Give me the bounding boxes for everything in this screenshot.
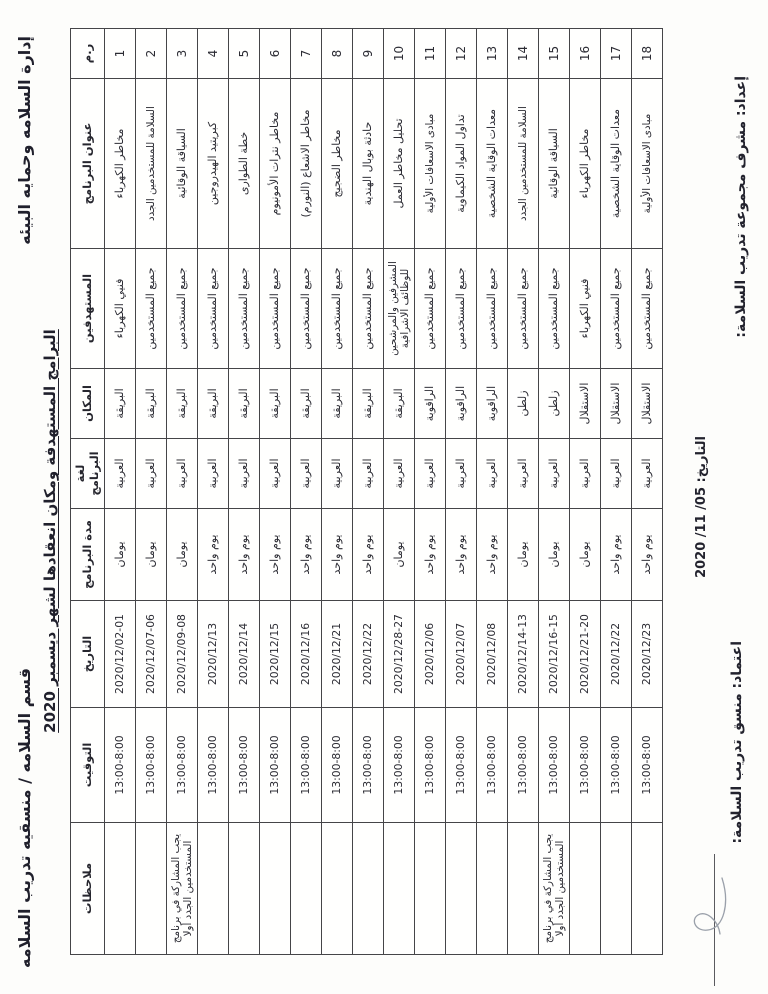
table-cell: 2020/12/16 (291, 601, 322, 708)
table-cell: 1 (105, 29, 136, 79)
table-cell: يوم واحد (415, 509, 446, 601)
table-cell (322, 823, 353, 955)
table-cell: 2020/12/21-20 (570, 601, 601, 708)
table-cell: 13:00-8:00 (384, 708, 415, 823)
table-cell: العربية (105, 439, 136, 509)
column-header: المكان (71, 369, 105, 439)
table-cell: 12 (446, 29, 477, 79)
table-cell: 13:00-8:00 (353, 708, 384, 823)
table-cell: 13:00-8:00 (167, 708, 198, 823)
table-cell: العربية (384, 439, 415, 509)
table-cell: 13:00-8:00 (508, 708, 539, 823)
table-cell: العربية (322, 439, 353, 509)
table-cell: معدات الوقاية الشخصية (601, 79, 632, 249)
table-cell: 13:00-8:00 (477, 708, 508, 823)
table-row (198, 29, 229, 955)
table-cell: جميع المستخدمين (415, 249, 446, 369)
table-header-row (71, 29, 105, 955)
table-cell: 2020/12/07-06 (136, 601, 167, 708)
table-cell: 2020/12/28-27 (384, 601, 415, 708)
table-cell (291, 823, 322, 955)
table-cell: العربية (167, 439, 198, 509)
table-cell: العربية (446, 439, 477, 509)
table-cell: 15 (539, 29, 570, 79)
table-cell: 13:00-8:00 (260, 708, 291, 823)
table-cell: الاستقلال (570, 369, 601, 439)
table-cell: 2020/12/09-08 (167, 601, 198, 708)
table-cell: 7 (291, 29, 322, 79)
table-cell: 8 (322, 29, 353, 79)
table-cell: يوم واحد (477, 509, 508, 601)
table-cell: مخاطر الكهرباء (105, 79, 136, 249)
table-cell: جميع المستخدمين (632, 249, 663, 369)
column-header: ملاحظات (71, 823, 105, 955)
table-row (136, 29, 167, 955)
table-cell: يومان (105, 509, 136, 601)
table-cell: الراقوبة (477, 369, 508, 439)
table-cell: جميع المستخدمين (322, 249, 353, 369)
table-cell: 13:00-8:00 (539, 708, 570, 823)
table-cell: العربية (539, 439, 570, 509)
table-cell: يوم واحد (322, 509, 353, 601)
table-cell: 18 (632, 29, 663, 79)
table-cell: 13:00-8:00 (105, 708, 136, 823)
table-cell: المشرفين والمرشحين للوظائف الاشرافية (384, 249, 415, 369)
table-cell: مخاطر الكهرباء (570, 79, 601, 249)
table-cell: العربية (632, 439, 663, 509)
table-row (446, 29, 477, 955)
table-cell: 13:00-8:00 (570, 708, 601, 823)
table-cell: البريقة (229, 369, 260, 439)
table-cell: العربية (136, 439, 167, 509)
table-cell: مخاطر نترات الأمونيوم (260, 79, 291, 249)
table-cell (229, 823, 260, 955)
table-cell: العربية (291, 439, 322, 509)
table-cell: معدات الوقاية الشخصية (477, 79, 508, 249)
table-cell: مخاطر الاشعاع (النورم) (291, 79, 322, 249)
table-cell: 17 (601, 29, 632, 79)
table-cell: 5 (229, 29, 260, 79)
table-cell: 6 (260, 29, 291, 79)
table-cell (632, 823, 663, 955)
table-cell: تحليل مخاطر العمل (384, 79, 415, 249)
table-cell: 2020/12/23 (632, 601, 663, 708)
table-cell: جميع المستخدمين (260, 249, 291, 369)
table-cell: 13:00-8:00 (632, 708, 663, 823)
table-cell: العربية (353, 439, 384, 509)
department-title: إدارة السلامه وحمايه البيئه (15, 36, 34, 245)
table-cell: 2020/12/16-15 (539, 601, 570, 708)
table-cell: البريقة (198, 369, 229, 439)
footer-prepared-by: إعداد: مشرف مجموعة تدريب السلامة: (733, 76, 749, 338)
table-cell: يوم واحد (291, 509, 322, 601)
table-cell (105, 823, 136, 955)
table-cell: جميع المستخدمين (167, 249, 198, 369)
table-cell: السياقة الوقائية (539, 79, 570, 249)
table-cell: جميع المستخدمين (198, 249, 229, 369)
training-schedule-table (70, 28, 663, 955)
table-cell: يجب المشاركة في برنامج المستخدمين الجدد أولا (167, 823, 198, 955)
table-cell: البريقة (291, 369, 322, 439)
table-cell: 2020/12/02-01 (105, 601, 136, 708)
table-cell: فنيي الكهرباء (570, 249, 601, 369)
table-cell: البريقة (167, 369, 198, 439)
table-cell: كبريتيد الهيدروجين (198, 79, 229, 249)
table-cell: جميع المستخدمين (601, 249, 632, 369)
table-cell: يوم واحد (260, 509, 291, 601)
table-cell (260, 823, 291, 955)
table-cell: يومان (570, 509, 601, 601)
column-header: التاريخ (71, 601, 105, 708)
table-cell: 2020/12/08 (477, 601, 508, 708)
table-cell: البريقة (353, 369, 384, 439)
table-cell: البريقة (260, 369, 291, 439)
table-cell: 2020/12/13 (198, 601, 229, 708)
table-cell: البريقة (384, 369, 415, 439)
table-cell: جميع المستخدمين (446, 249, 477, 369)
table-cell: يومان (384, 509, 415, 601)
page-subtitle: البرامج المستهدفة ومكان انعقادها لشهر ديسمبر 2020 (41, 329, 59, 733)
table-cell: 2020/12/15 (260, 601, 291, 708)
table-cell: 2020/12/22 (353, 601, 384, 708)
table-cell: يوم واحد (601, 509, 632, 601)
table-cell: حادثة بوبال الهندية (353, 79, 384, 249)
table-cell: 10 (384, 29, 415, 79)
table-cell: العربية (198, 439, 229, 509)
document-header-line (0, 0, 34, 994)
signature-squiggle-icon (684, 874, 736, 948)
table-row (322, 29, 353, 955)
table-cell: العربية (477, 439, 508, 509)
column-header: عنوان البرنامج (71, 79, 105, 249)
table-cell (353, 823, 384, 955)
table-cell (601, 823, 632, 955)
table-cell: الراقوبة (446, 369, 477, 439)
table-cell: 4 (198, 29, 229, 79)
table-cell: 2 (136, 29, 167, 79)
table-cell: جميع المستخدمين (136, 249, 167, 369)
table-row (601, 29, 632, 955)
table-cell: 13 (477, 29, 508, 79)
table-cell: السياقة الوقائية (167, 79, 198, 249)
table-cell: 2020/12/14 (229, 601, 260, 708)
footer-approved-by: اعتماد: منسق تدريب السلامة: (729, 641, 745, 844)
table-cell: الاستقلال (632, 369, 663, 439)
column-header: ر.م (71, 29, 105, 79)
table-cell: يومان (136, 509, 167, 601)
table-row (167, 29, 198, 955)
table-cell: يومان (508, 509, 539, 601)
table-cell: جميع المستخدمين (353, 249, 384, 369)
table-cell: مخاطر الضجيج (322, 79, 353, 249)
table-cell: 13:00-8:00 (291, 708, 322, 823)
table-cell: العربية (601, 439, 632, 509)
table-cell: زلطن (539, 369, 570, 439)
table-row (291, 29, 322, 955)
table-row (508, 29, 539, 955)
table-cell: 13:00-8:00 (446, 708, 477, 823)
table-cell: يوم واحد (632, 509, 663, 601)
table-cell: العربية (508, 439, 539, 509)
table-cell (508, 823, 539, 955)
table-cell: 11 (415, 29, 446, 79)
table-cell: الاستقلال (601, 369, 632, 439)
table-cell: البريقة (136, 369, 167, 439)
column-header: التوقيت (71, 708, 105, 823)
table-cell: فنيي الكهرباء (105, 249, 136, 369)
table-cell: البريقة (105, 369, 136, 439)
column-header: مدة البرنامج (71, 509, 105, 601)
table-cell: 3 (167, 29, 198, 79)
table-row (632, 29, 663, 955)
table-row (353, 29, 384, 955)
table-cell: الراقوبة (415, 369, 446, 439)
table-cell: 13:00-8:00 (136, 708, 167, 823)
table-cell: 13:00-8:00 (322, 708, 353, 823)
table-cell (136, 823, 167, 955)
table-cell: يوم واحد (446, 509, 477, 601)
table-cell: يجب المشاركة في برنامج المستخدمين الجدد أولا (539, 823, 570, 955)
table-cell (477, 823, 508, 955)
table-cell: يوم واحد (229, 509, 260, 601)
table-cell: البريقة (322, 369, 353, 439)
table-cell: 14 (508, 29, 539, 79)
column-header: المستهدفين (71, 249, 105, 369)
table-cell: 2020/12/21 (322, 601, 353, 708)
table-cell (384, 823, 415, 955)
table-cell (198, 823, 229, 955)
table-row (105, 29, 136, 955)
column-header: لغة البرنامج (71, 439, 105, 509)
table-cell: خطة الطوارى (229, 79, 260, 249)
table-row (477, 29, 508, 955)
table-cell: يومان (167, 509, 198, 601)
table-cell: مبادى الاسعافات الأولية (415, 79, 446, 249)
table-row (384, 29, 415, 955)
table-cell: العربية (260, 439, 291, 509)
table-cell: تداول المواد الكيماوية (446, 79, 477, 249)
table-cell: 9 (353, 29, 384, 79)
table-cell: 13:00-8:00 (198, 708, 229, 823)
table-row (415, 29, 446, 955)
table-cell: 2020/12/14-13 (508, 601, 539, 708)
table-cell: زلطن (508, 369, 539, 439)
footer-date: التاريخ: 05/ 11/ 2020 (694, 436, 709, 578)
table-cell: يوم واحد (353, 509, 384, 601)
section-title: قسم السلامه / منسقيه تدريب السلامه (15, 668, 34, 968)
table-cell: العربية (229, 439, 260, 509)
table-cell: السلامة للمستخدمين الجدد (136, 79, 167, 249)
table-cell: جميع المستخدمين (508, 249, 539, 369)
table-cell: يومان (539, 509, 570, 601)
table-cell: جميع المستخدمين (229, 249, 260, 369)
table-cell: يوم واحد (198, 509, 229, 601)
table-cell: جميع المستخدمين (291, 249, 322, 369)
table-cell (570, 823, 601, 955)
table-cell: 2020/12/22 (601, 601, 632, 708)
table-row (539, 29, 570, 955)
table-cell (415, 823, 446, 955)
table-cell: 13:00-8:00 (229, 708, 260, 823)
table-row (229, 29, 260, 955)
table-row (570, 29, 601, 955)
table-cell: العربية (415, 439, 446, 509)
table-cell (446, 823, 477, 955)
table-cell: جميع المستخدمين (539, 249, 570, 369)
table-cell: السلامة للمستخدمين الجدد (508, 79, 539, 249)
table-cell: العربية (570, 439, 601, 509)
table-cell: 13:00-8:00 (415, 708, 446, 823)
table-cell: 13:00-8:00 (601, 708, 632, 823)
table-cell: 16 (570, 29, 601, 79)
table-cell: مبادى الاسعافات الأولية (632, 79, 663, 249)
table-cell: 2020/12/06 (415, 601, 446, 708)
table-cell: 2020/12/07 (446, 601, 477, 708)
table-row (260, 29, 291, 955)
table-cell: جميع المستخدمين (477, 249, 508, 369)
